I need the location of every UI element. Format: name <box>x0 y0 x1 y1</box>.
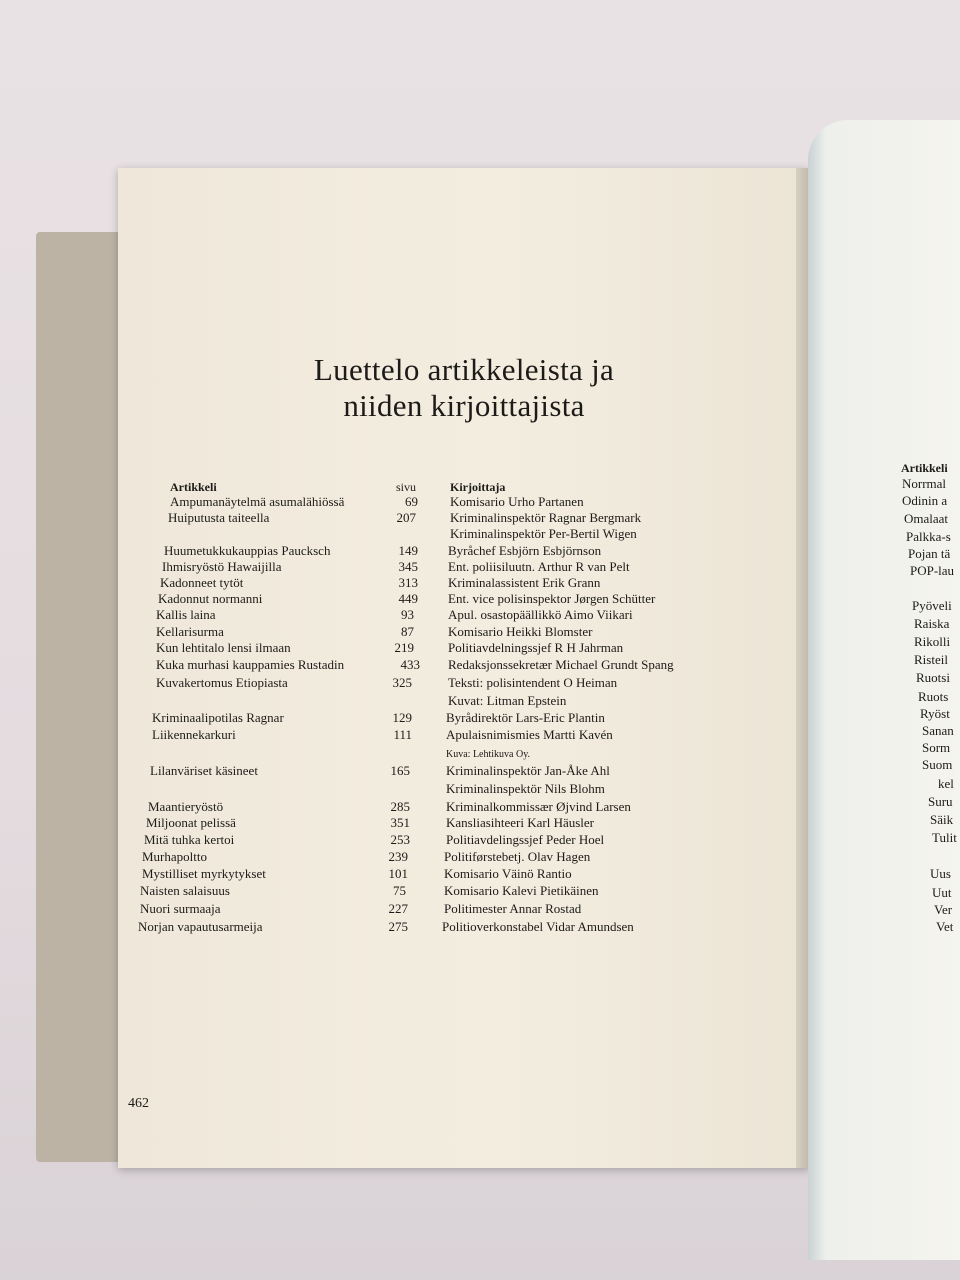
title-line-2: niiden kirjoittajista <box>343 388 585 423</box>
entry-article: Mitä tuhka kertoi <box>144 832 235 847</box>
entry-page: 345 <box>398 559 418 574</box>
entry-page: 207 <box>396 510 416 525</box>
entry-page: 325 <box>392 675 412 690</box>
right-page-item: Ruots <box>918 689 949 704</box>
entry-article: Mystilliset myrkytykset <box>142 866 266 881</box>
entry-article: Nuori surmaaja <box>140 901 221 916</box>
entry-article: Miljoonat pelissä <box>146 815 236 830</box>
right-page-item: POP-lau <box>910 563 955 578</box>
right-page-item: Risteil <box>914 652 948 667</box>
entry-page: 253 <box>390 832 410 847</box>
entry-author: Kriminalinspektör Nils Blohm <box>446 781 605 796</box>
entry-page: 219 <box>394 640 414 655</box>
entry-author: Ent. poliisiluutn. Arthur R van Pelt <box>448 559 630 574</box>
right-page-item: Uut <box>932 885 952 900</box>
right-page-item: Pojan tä <box>908 546 951 561</box>
entry-author: Politimester Annar Rostad <box>444 901 582 916</box>
entry-article: Kun lehtitalo lensi ilmaan <box>156 640 291 655</box>
entry-author: Apul. osastopäällikkö Aimo Viikari <box>448 607 633 622</box>
entry-page: 101 <box>388 866 408 881</box>
book-cover-edge <box>36 232 126 1162</box>
right-page-item: Uus <box>930 866 951 881</box>
entry-article: Huiputusta taiteella <box>168 510 270 525</box>
entry-page: 69 <box>405 494 418 509</box>
entry-author: Kriminalinspektör Ragnar Bergmark <box>450 510 642 525</box>
entry-author: Komisario Kalevi Pietikäinen <box>444 883 599 898</box>
entry-author: Politiførstebetj. Olav Hagen <box>444 849 591 864</box>
entry-author: Politioverkonstabel Vidar Amundsen <box>442 919 634 934</box>
entry-article: Kriminaalipotilas Ragnar <box>152 710 284 725</box>
entry-article: Huumetukkukauppias Paucksch <box>164 543 331 558</box>
entry-page: 285 <box>390 799 410 814</box>
header-author: Kirjoittaja <box>450 480 506 494</box>
entry-author: Kriminalinspektör Per-Bertil Wigen <box>450 526 637 541</box>
entry-article: Kellarisurma <box>156 624 224 639</box>
header-article: Artikkeli <box>170 480 217 494</box>
entry-author: Byråchef Esbjörn Esbjörnson <box>448 543 602 558</box>
right-page-item: Norrmal <box>902 476 947 491</box>
right-page-item: Säik <box>930 812 954 827</box>
right-page-item: Omalaat <box>904 511 949 526</box>
entry-article: Kadonnut normanni <box>158 591 263 606</box>
entry-page: 75 <box>393 883 406 898</box>
entry-author: Kuva: Lehtikuva Oy. <box>446 749 531 760</box>
entry-page: 129 <box>392 710 412 725</box>
entry-author: Redaksjonssekretær Michael Grundt Spang <box>448 657 674 672</box>
entry-author: Byrådirektör Lars-Eric Plantin <box>446 710 605 725</box>
page-number: 462 <box>128 1096 149 1111</box>
entry-author: Komisario Väinö Rantio <box>444 866 572 881</box>
right-page-item: Suom <box>922 757 953 772</box>
entry-author: Kriminalinspektör Jan-Åke Ahl <box>446 763 610 778</box>
entry-author: Apulaisnimismies Martti Kavén <box>446 727 613 742</box>
entry-author: Komisario Heikki Blomster <box>448 624 593 639</box>
entry-page: 93 <box>401 607 414 622</box>
entry-page: 351 <box>390 815 410 830</box>
entry-page: 239 <box>388 849 408 864</box>
entry-article: Ampumanäytelmä asumalähiössä <box>170 494 345 509</box>
entry-article: Liikennekarkuri <box>152 727 236 742</box>
right-page-header: Artikkeli <box>901 461 948 475</box>
right-page-item: Suru <box>928 794 953 809</box>
right-page-item: Pyöveli <box>912 598 952 613</box>
entry-page: 165 <box>390 763 410 778</box>
entry-author: Kriminalassistent Erik Grann <box>448 575 601 590</box>
right-page-item: Ryöst <box>920 706 950 721</box>
entry-article: Murhapoltto <box>142 849 207 864</box>
entry-author: Komisario Urho Partanen <box>450 494 584 509</box>
entry-page: 87 <box>401 624 414 639</box>
entry-page: 433 <box>400 657 420 672</box>
entry-article: Kadonneet tytöt <box>160 575 244 590</box>
entry-article: Kallis laina <box>156 607 216 622</box>
entry-author: Ent. vice polisinspektor Jørgen Schütter <box>448 591 656 606</box>
entry-page: 149 <box>398 543 418 558</box>
entry-author: Kriminalkommissær Øjvind Larsen <box>446 799 631 814</box>
title-line-1: Luettelo artikkeleista ja <box>313 352 615 387</box>
right-page-item: Sorm <box>922 740 951 755</box>
right-page-item: Ver <box>934 902 953 917</box>
entry-author: Kuvat: Litman Epstein <box>448 693 567 708</box>
entry-page: 449 <box>398 591 418 606</box>
entry-page: 275 <box>388 919 408 934</box>
right-page-item: kel <box>938 776 954 791</box>
entry-author: Teksti: polisintendent O Heiman <box>448 675 618 690</box>
right-page-item: Raiska <box>914 616 950 631</box>
right-page-item: Rikolli <box>914 634 951 649</box>
entry-author: Politiavdelingssjef Peder Hoel <box>446 832 605 847</box>
entry-author: Politiavdelningssjef R H Jahrman <box>448 640 624 655</box>
entry-author: Kansliasihteeri Karl Häusler <box>446 815 595 830</box>
entry-article: Norjan vapautusarmeija <box>138 919 263 934</box>
right-page-item: Ruotsi <box>916 670 950 685</box>
entry-article: Kuvakertomus Etiopiasta <box>156 675 288 690</box>
right-page-item: Sanan <box>922 723 954 738</box>
right-page-item: Odinin a <box>902 493 948 508</box>
entry-article: Naisten salaisuus <box>140 883 230 898</box>
header-page: sivu <box>396 480 417 494</box>
right-page-item: Palkka-s <box>906 529 951 544</box>
right-page-item: Tulit <box>932 830 957 845</box>
entry-article: Lilanväriset käsineet <box>150 763 258 778</box>
entry-article: Ihmisryöstö Hawaijilla <box>162 559 282 574</box>
page-title <box>118 352 810 424</box>
entry-page: 313 <box>398 575 418 590</box>
entry-article: Maantieryöstö <box>148 799 224 814</box>
entry-page: 111 <box>393 727 412 742</box>
right-page-item: Vet <box>936 919 954 934</box>
entry-article: Kuka murhasi kauppamies Rustadin <box>156 657 345 672</box>
entry-page: 227 <box>388 901 408 916</box>
